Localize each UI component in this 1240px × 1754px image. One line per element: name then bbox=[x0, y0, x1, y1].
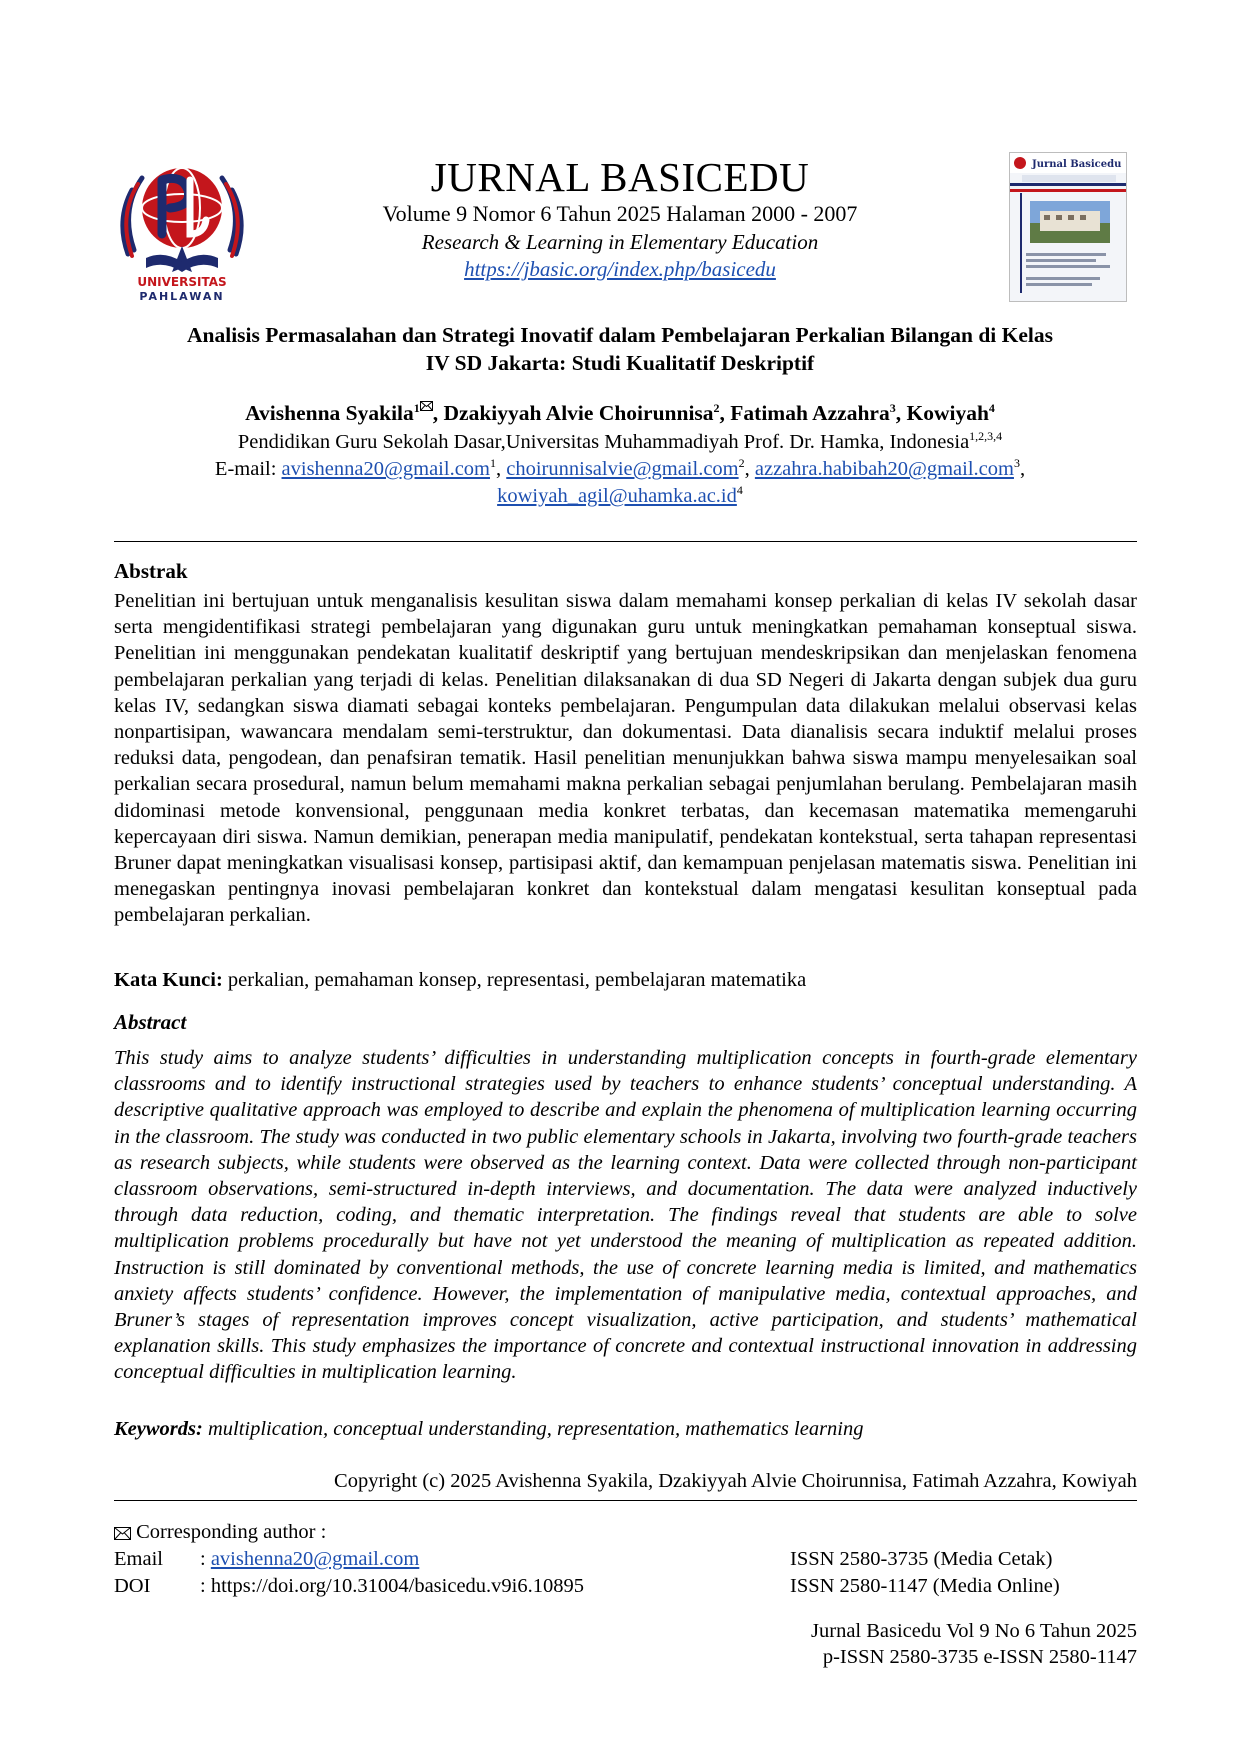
affiliation bbox=[115, 429, 1125, 455]
paper-title-line-2: IV SD Jakarta: Studi Kualitatif Deskriptif bbox=[425, 351, 815, 375]
author-separator: , bbox=[895, 401, 907, 425]
email-4-sup: 4 bbox=[736, 483, 743, 498]
keywords-label: Keywords: bbox=[114, 1418, 203, 1440]
footer-email-label: Email bbox=[114, 1548, 163, 1570]
email-1-sup: 1 bbox=[490, 456, 496, 471]
journal-cover-thumbnail bbox=[1009, 152, 1127, 302]
author-separator: , bbox=[719, 401, 731, 425]
divider-top bbox=[114, 541, 1137, 542]
cover-title: Jurnal Basicedu bbox=[1032, 159, 1122, 170]
email-label: E-mail: bbox=[214, 458, 282, 480]
logo-text-1: UNIVERSITAS bbox=[137, 275, 227, 289]
logo-text-2: PAHLAWAN bbox=[139, 290, 225, 302]
issn-online: ISSN 2580-1147 (Media Online) bbox=[790, 1575, 1060, 1597]
author-4: Kowiyah bbox=[906, 401, 989, 425]
email-link-4[interactable]: kowiyah_agil@uhamka.ac.id bbox=[497, 485, 737, 507]
author-3-sup: 3 bbox=[889, 400, 896, 415]
footer-doi-label: DOI bbox=[114, 1575, 151, 1597]
author-2: Dzakiyyah Alvie Choirunnisa bbox=[443, 401, 714, 425]
email-link-3[interactable]: azzahra.habibah20@gmail.com bbox=[754, 458, 1014, 480]
author-emails bbox=[115, 456, 1125, 510]
email-separator: , bbox=[744, 458, 755, 480]
paper-title bbox=[115, 321, 1125, 377]
kata-kunci-text: perkalian, pemahaman konsep, representasi, pembelajaran matematika bbox=[222, 969, 807, 991]
pahlawan-crest-icon bbox=[112, 150, 252, 302]
footer-doi-value: https://doi.org/10.31004/basicedu.v9i6.10895 bbox=[210, 1575, 584, 1597]
journal-name: JURNAL BASICEDU bbox=[430, 154, 810, 200]
journal-url-link[interactable]: https://jbasic.org/index.php/basicedu bbox=[464, 257, 776, 281]
affiliation-sup: 1,2,3,4 bbox=[969, 429, 1003, 444]
journal-subtitle: Research & Learning in Elementary Education bbox=[421, 230, 819, 254]
email-trailing-comma: , bbox=[1019, 458, 1026, 480]
volume-line: Volume 9 Nomor 6 Tahun 2025 Halaman 2000 - 2007 bbox=[382, 201, 858, 226]
email-2-sup: 2 bbox=[738, 456, 745, 471]
footer-colon: : bbox=[200, 1548, 211, 1570]
email-link-2[interactable]: choirunnisalvie@gmail.com bbox=[506, 458, 739, 480]
author-1-sup: 1 bbox=[413, 400, 420, 415]
email-separator: , bbox=[496, 458, 507, 480]
journal-footer-issn: p-ISSN 2580-3735 e-ISSN 2580-1147 bbox=[822, 1646, 1137, 1668]
keywords bbox=[114, 1416, 864, 1442]
keywords-text: multiplication, conceptual understanding, representation, mathematics learning bbox=[202, 1418, 864, 1440]
issn-print: ISSN 2580-3735 (Media Cetak) bbox=[790, 1548, 1053, 1570]
corresponding-label: Corresponding author : bbox=[131, 1521, 327, 1543]
journal-footer-line: Jurnal Basicedu Vol 9 No 6 Tahun 2025 bbox=[811, 1620, 1137, 1642]
abstract-heading: Abstract bbox=[114, 1010, 187, 1034]
email-link-1[interactable]: avishenna20@gmail.com bbox=[281, 458, 490, 480]
author-3: Fatimah Azzahra bbox=[730, 401, 890, 425]
envelope-icon bbox=[420, 401, 433, 411]
journal-footer bbox=[811, 1618, 1137, 1670]
author-2-sup: 2 bbox=[713, 400, 720, 415]
footer-colon: : bbox=[200, 1575, 211, 1597]
divider-bottom bbox=[114, 1500, 1137, 1501]
abstrak-body: Penelitian ini bertujuan untuk menganalisis kesulitan siswa dalam memahami konsep perkalian di kelas IV sekolah dasar serta mengidentifikasi strategi pembelajaran yang digunakan guru untuk meningkatkan pemahaman konseptual siswa. Penelitian ini menggunakan pendekatan kualitatif deskriptif yang bertujuan mendeskripsikan dan menjelaskan fenomena pembelajaran perkalian yang terjadi di kelas. Penelitian dilaksanakan di dua SD Negeri di Jakarta dengan subjek dua guru kelas IV, sedangkan siswa diamati sebagai konteks pembelajaran. Pengumpulan data dilakukan melalui observasi kelas nonpartisipan, wawancara mendalam semi-terstruktur, dan dokumentasi. Data dianalisis secara induktif melalui proses reduksi data, pengodean, dan penafsiran tematik. Hasil penelitian menunjukkan bahwa siswa mampu menyelesaikan soal perkalian secara prosedural, namun belum memahami makna perkalian sebagai penjumlahan berulang. Pembelajaran masih didominasi metode konvensional, penggunaan media konkret terbatas, dan kecemasan matematika memengaruhi kepercayaan diri siswa. Namun demikian, penerapan media manipulatif, pendekatan kontekstual, serta tahapan representasi Bruner dapat meningkatkan visualisasi konsep, partisipasi aktif, dan kemampuan penjelasan matematis siswa. Penelitian ini menegaskan pentingnya inovasi pembelajaran konkret dan kontekstual dalam mengatasi kesulitan konseptual pada pembelajaran perkalian. bbox=[114, 590, 1137, 927]
copyright-line: Copyright (c) 2025 Avishenna Syakila, Dzakiyyah Alvie Choirunnisa, Fatimah Azzahra, Kowiyah bbox=[334, 1470, 1137, 1492]
affiliation-text: Pendidikan Guru Sekolah Dasar,Universitas Muhammadiyah Prof. Dr. Hamka, Indonesia bbox=[237, 431, 970, 453]
email-3-sup: 3 bbox=[1013, 456, 1020, 471]
issn-block bbox=[790, 1546, 1060, 1600]
corresponding-author-block bbox=[114, 1519, 584, 1600]
envelope-icon bbox=[114, 1527, 131, 1540]
author-1: Avishenna Syakila bbox=[245, 401, 414, 425]
author-4-sup: 4 bbox=[988, 400, 995, 415]
abstrak-heading: Abstrak bbox=[114, 559, 188, 583]
kata-kunci bbox=[114, 967, 806, 993]
university-logo bbox=[112, 150, 252, 302]
paper-title-line-1: Analisis Permasalahan dan Strategi Inovatif dalam Pembelajaran Perkalian Bilangan di Kelas bbox=[186, 323, 1053, 347]
author-separator: , bbox=[432, 401, 444, 425]
journal-header bbox=[300, 154, 940, 283]
author-list bbox=[115, 399, 1125, 427]
footer-email-link[interactable]: avishenna20@gmail.com bbox=[210, 1548, 420, 1570]
abstract-body: This study aims to analyze students’ difficulties in understanding multiplication concepts in fourth-grade elementary classrooms and to identify instructional strategies used by teachers to enhance students’ conceptual understanding. A descriptive qualitative approach was employed to describe and explain the phenomena of multiplication learning occurring in the classroom. The study was conducted in two public elementary schools in Jakarta, involving two fourth-grade teachers as research subjects, while students were observed as the learning context. Data were collected through non-participant classroom observations, semi-structured in-depth interviews, and documentation. The data were analyzed inductively through data reduction, coding, and thematic interpretation. The findings reveal that students are able to solve multiplication problems procedurally but have not yet understood the meaning of multiplication as repeated addition. Instruction is still dominated by conventional methods, the use of concrete learning media is limited, and mathematics anxiety affects students’ confidence. However, the implementation of manipulative media, contextual approaches, and Bruner’s stages of representation improves concept visualization, active participation, and students’ mathematical explanation skills. This study emphasizes the importance of concrete and contextual instructional innovation in addressing conceptual difficulties in multiplication learning. bbox=[114, 1047, 1137, 1384]
kata-kunci-label: Kata Kunci: bbox=[114, 969, 223, 991]
